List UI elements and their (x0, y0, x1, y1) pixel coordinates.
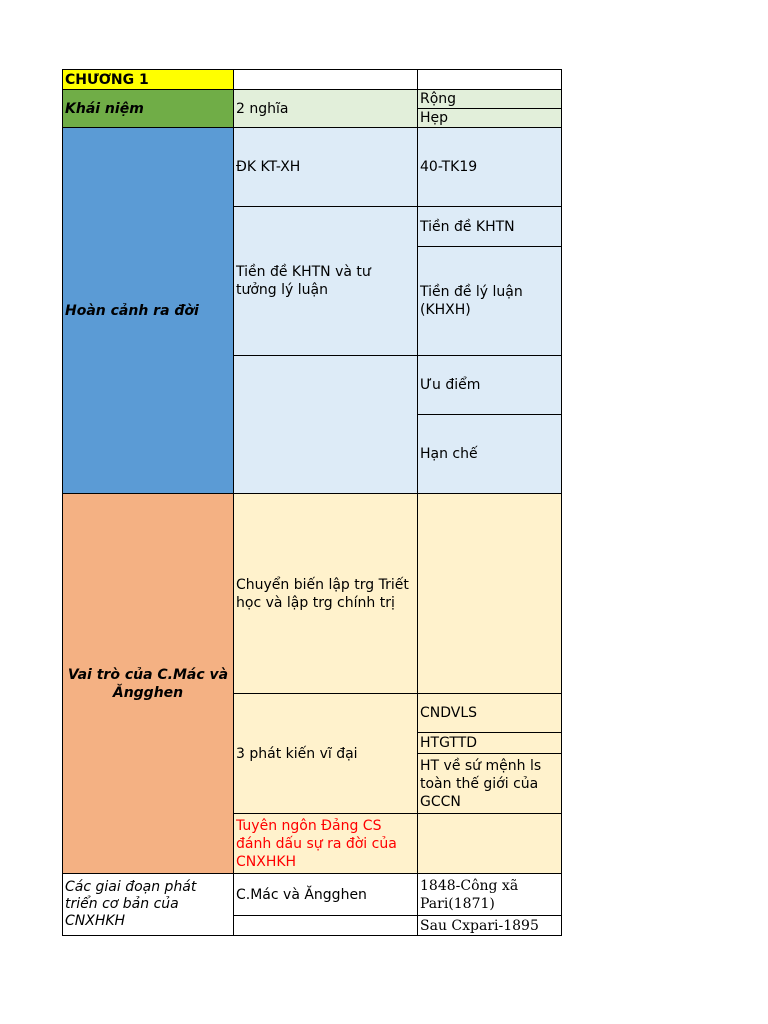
khai-niem-col2: 2 nghĩa (236, 100, 289, 117)
hoan-canh-empty-cell (233, 355, 418, 494)
htgttd: HTGTTD (420, 735, 478, 751)
cndvls-cell (417, 693, 562, 733)
chuyen-bien: Chuyển biến lập trg Triết học và lập trg chính trị (236, 576, 409, 611)
khai-niem-hep-cell (417, 108, 562, 128)
tien-de-cell (233, 206, 418, 356)
tuyen-ngon-empty-cell (417, 813, 562, 874)
tuyen-ngon-cell (233, 813, 418, 874)
dk-value: 40-TK19 (420, 159, 478, 175)
khai-niem-hep: Hẹp (420, 110, 449, 126)
khai-niem-label: Khái niệm (65, 100, 144, 117)
header-empty-cell-2 (233, 69, 418, 90)
khai-niem-label-cell (62, 89, 234, 128)
han-che: Hạn chế (420, 446, 478, 462)
tien-de-khtn-cell (417, 206, 562, 247)
tien-de-ly-luan-cell (417, 246, 562, 356)
dk-kt-xh: ĐK KT-XH (236, 159, 301, 175)
uu-diem: Ưu điểm (420, 377, 481, 393)
phat-kien: 3 phát kiến vĩ đại (236, 745, 358, 762)
phat-kien-cell (233, 693, 418, 814)
dk-value-cell (417, 127, 562, 207)
hoan-canh-label: Hoàn cảnh ra đời (65, 302, 199, 319)
giai-doan-col2-cell (233, 873, 418, 916)
chuyen-bien-empty-cell (417, 493, 562, 694)
giai-doan-col2-empty-cell (233, 915, 418, 936)
ht-su-menh: HT về sứ mệnh ls toàn thế giới của GCCN (420, 757, 542, 810)
giai-doan-row2: Sau Cxpari-1895 (420, 917, 539, 934)
giai-doan-row1: 1848-Công xã Pari(1871) (420, 877, 519, 912)
khai-niem-rong: Rộng (420, 91, 457, 107)
header-empty-cell-3 (417, 69, 562, 90)
giai-doan-label: Các giai đoạn phát triển cơ bản của CNXHKH (65, 879, 197, 929)
giai-doan-label-cell (62, 873, 234, 936)
khai-niem-col2-cell (233, 89, 418, 128)
giai-doan-row1-cell (417, 873, 562, 916)
htgttd-cell (417, 732, 562, 754)
dk-kt-xh-cell (233, 127, 418, 207)
uu-diem-cell (417, 355, 562, 415)
hoan-canh-label-cell (62, 127, 234, 494)
khai-niem-rong-cell (417, 89, 562, 109)
chuyen-bien-cell (233, 493, 418, 694)
tuyen-ngon: Tuyên ngôn Đảng CS đánh dấu sự ra đời của CNXHKH (236, 817, 397, 870)
chapter-title-cell (62, 69, 234, 90)
ht-su-menh-cell (417, 753, 562, 814)
giai-doan-row2-cell (417, 915, 562, 936)
cndvls: CNDVLS (420, 705, 478, 721)
vai-tro-label: Vai trò của C.Mác và Ăngghen (67, 666, 229, 701)
vai-tro-label-cell (62, 493, 234, 874)
han-che-cell (417, 414, 562, 494)
tien-de: Tiền đề KHTN và tư tưởng lý luận (236, 264, 371, 298)
giai-doan-col2: C.Mác và Ăngghen (236, 886, 367, 903)
tien-de-ly-luan: Tiền đề lý luận (KHXH) (420, 284, 523, 318)
tien-de-khtn: Tiền đề KHTN (420, 218, 515, 235)
chapter-title: CHƯƠNG 1 (65, 71, 149, 88)
